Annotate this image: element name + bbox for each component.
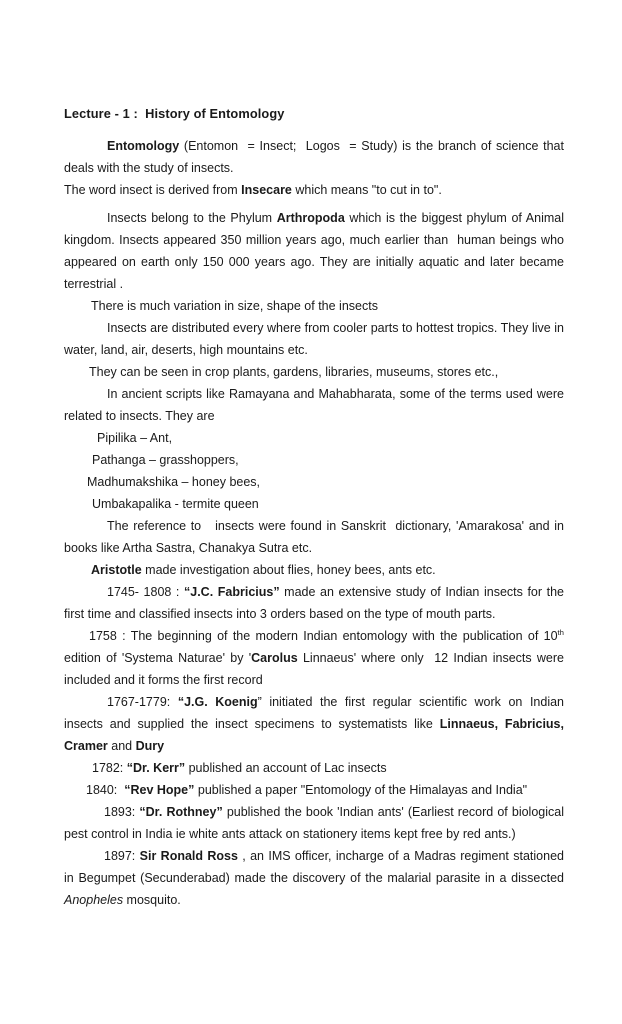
timeline-1893-rothney: 1893: “Dr. Rothney” published the book 'Indian ants' (Earliest record of biological pest control in India ie white ants attack on stationery items kept free by red ants.)	[64, 805, 564, 841]
sanskrit-reference-paragraph: The reference to insects were found in Sanskrit dictionary, 'Amarakosa' and in books like Artha Sastra, Chanakya Sutra etc.	[64, 519, 564, 555]
term-madhumakshika: Madhumakshika – honey bees,	[87, 475, 261, 489]
timeline-1767-koenig: 1767-1779: “J.G. Koenig” initiated the first regular scientific work on Indian insects and supplied the insect specimens to systematists like Linnaeus, Fabricius, Cramer and Dury	[64, 695, 564, 753]
intro-definition-paragraph: Entomology (Entomon = Insect; Logos = Study) is the branch of science that deals with the study of insects.	[64, 139, 564, 175]
insect-etymology-line: The word insect is derived from Insecare which means "to cut in to".	[64, 183, 442, 197]
timeline-1745-fabricius: 1745- 1808 : “J.C. Fabricius” made an extensive study of Indian insects for the first time and classified insects into 3 orders based on the type of mouth parts.	[64, 585, 564, 621]
term-pathanga: Pathanga – grasshoppers,	[92, 453, 239, 467]
document-body	[64, 103, 564, 911]
ancient-scripts-paragraph: In ancient scripts like Ramayana and Mahabharata, some of the terms used were related to insects. They are	[64, 387, 564, 423]
phylum-arthropoda-paragraph: Insects belong to the Phylum Arthropoda which is the biggest phylum of Animal kingdom. Insects appeared 350 million years ago, much earlier than human beings who appeared on earth only 150 000 years ago. They are initially aquatic and later became terrestrial .	[64, 211, 565, 291]
variation-line: There is much variation in size, shape of the insects	[91, 299, 378, 313]
timeline-1758-linnaeus: 1758 : The beginning of the modern Indian entomology with the publication of 10th edition of 'Systema Naturae' by 'Carolus Linnaeus' where only 12 Indian insects were included and it forms the first record	[64, 627, 565, 687]
timeline-1840-hope: 1840: “Rev Hope” published a paper "Entomology of the Himalayas and India"	[86, 783, 528, 797]
aristotle-line: Aristotle made investigation about flies, honey bees, ants etc.	[91, 563, 436, 577]
term-umbakapalika: Umbakapalika - termite queen	[92, 497, 259, 511]
page-title: Lecture - 1 : History of Entomology	[64, 106, 285, 121]
habitat-line: They can be seen in crop plants, gardens, libraries, museums, stores etc.,	[89, 365, 499, 379]
timeline-1897-ross: 1897: Sir Ronald Ross , an IMS officer, incharge of a Madras regiment stationed in Begumpet (Secunderabad) made the discovery of the malarial parasite in a dissected Anopheles mosquito.	[64, 849, 564, 907]
term-pipilika: Pipilika – Ant,	[97, 431, 173, 445]
distribution-paragraph: Insects are distributed every where from cooler parts to hottest tropics. They live in water, land, air, deserts, high mountains etc.	[64, 321, 564, 357]
timeline-1782-kerr: 1782: “Dr. Kerr” published an account of Lac insects	[92, 761, 387, 775]
